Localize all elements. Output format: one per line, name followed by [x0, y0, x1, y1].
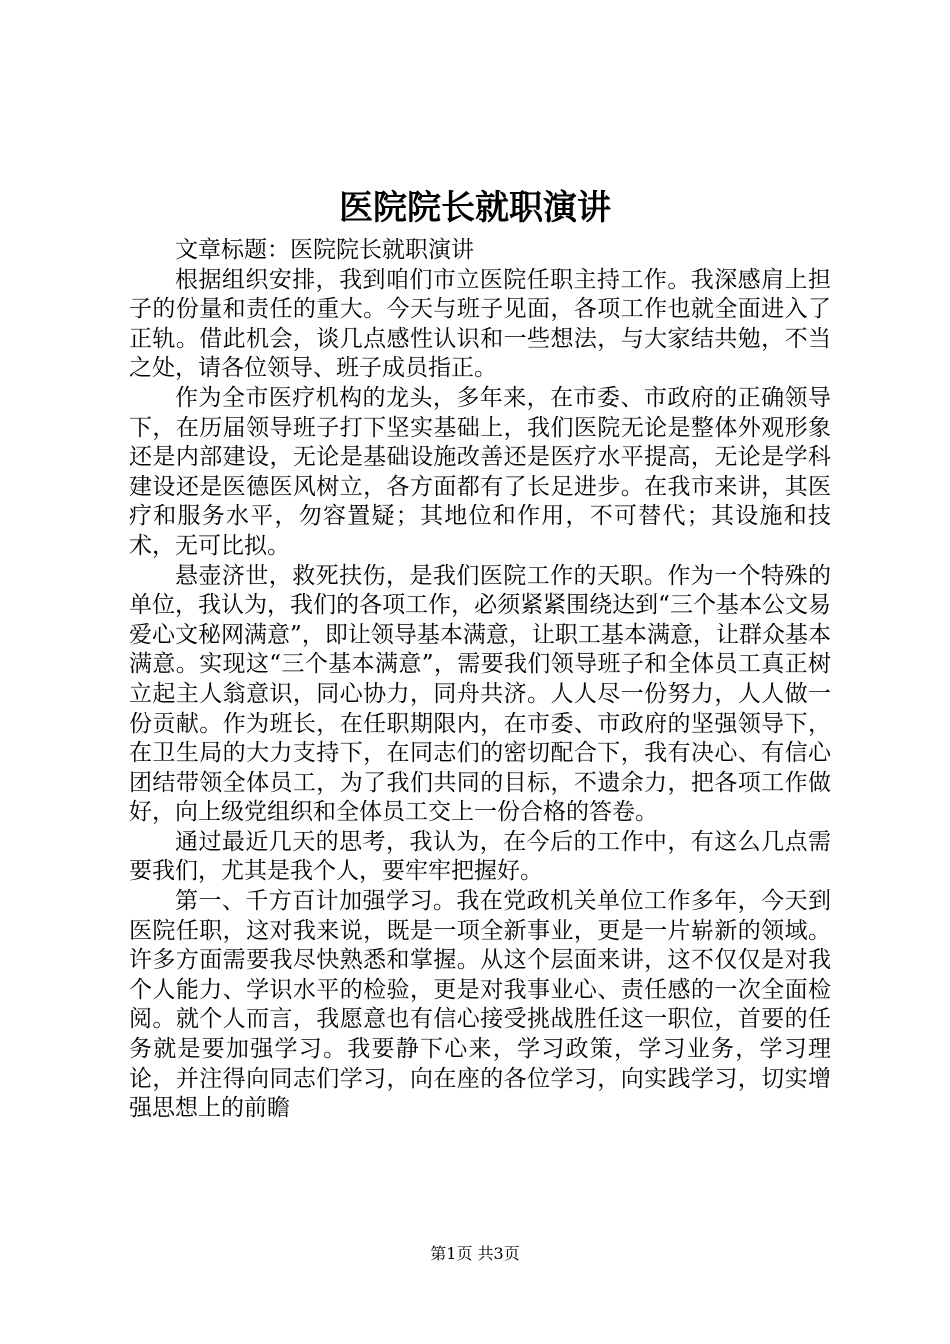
paragraph: 作为全市医疗机构的龙头，多年来，在市委、市政府的正确领导下，在历届领导班子打下坚实基础上，我们医院无论是整体外观形象还是内部建设，无论是基础设施改善还是医疗水平提高，无论是学科建设还是医德医风树立，各方面都有了长足进步。在我市来讲，其医疗和服务水平，勿容置疑；其地位和作用，不可替代；其设施和技术，无可比拟。: [129, 384, 831, 559]
paragraph: 通过最近几天的思考，我认为，在今后的工作中，有这么几点需要我们，尤其是我个人，要牢牢把握好。: [129, 828, 831, 885]
paragraph: 第一、千方百计加强学习。我在党政机关单位工作多年，今天到医院任职，这对我来说，既是一项全新事业，更是一片崭新的领域。许多方面需要我尽快熟悉和掌握。从这个层面来讲，这不仅仅是对我个人能力、学识水平的检验，更是对我事业心、责任感的一次全面检阅。就个人而言，我愿意也有信心接受挑战胜任这一职位，首要的任务就是要加强学习。我要静下心来，学习政策，学习业务，学习理论，并注得向同志们学习，向在座的各位学习，向实践学习，切实增强思想上的前瞻: [129, 888, 831, 1122]
page-footer: 第1页 共3页: [430, 1244, 520, 1263]
paragraph: 悬壶济世，救死扶伤，是我们医院工作的天职。作为一个特殊的单位，我认为，我们的各项工作，必须紧紧围绕达到“三个基本公文易爱心文秘网满意”，即让领导基本满意，让职工基本满意，让群众基本满意。实现这“三个基本满意”，需要我们领导班子和全体员工真正树立起主人翁意识，同心协力，同舟共济。人人尽一份努力，人人做一份贡献。作为班长，在任职期限内，在市委、市政府的坚强领导下，在卫生局的大力支持下，在同志们的密切配合下，我有决心、有信心团结带领全体员工，为了我们共同的目标，不遗余力，把各项工作做好，向上级党组织和全体员工交上一份合格的答卷。: [129, 562, 831, 826]
document-body: [129, 236, 831, 1124]
subtitle-line: 文章标题：医院院长就职演讲: [175, 237, 474, 263]
paragraph: 根据组织安排，我到咱们市立医院任职主持工作。我深感肩上担子的份量和责任的重大。今天与班子见面，各项工作也就全面进入了正轨。借此机会，谈几点感性认识和一些想法，与大家结共勉，不当之处，请各位领导、班子成员指正。: [129, 266, 831, 382]
page-title: 医院院长就职演讲: [339, 188, 611, 228]
